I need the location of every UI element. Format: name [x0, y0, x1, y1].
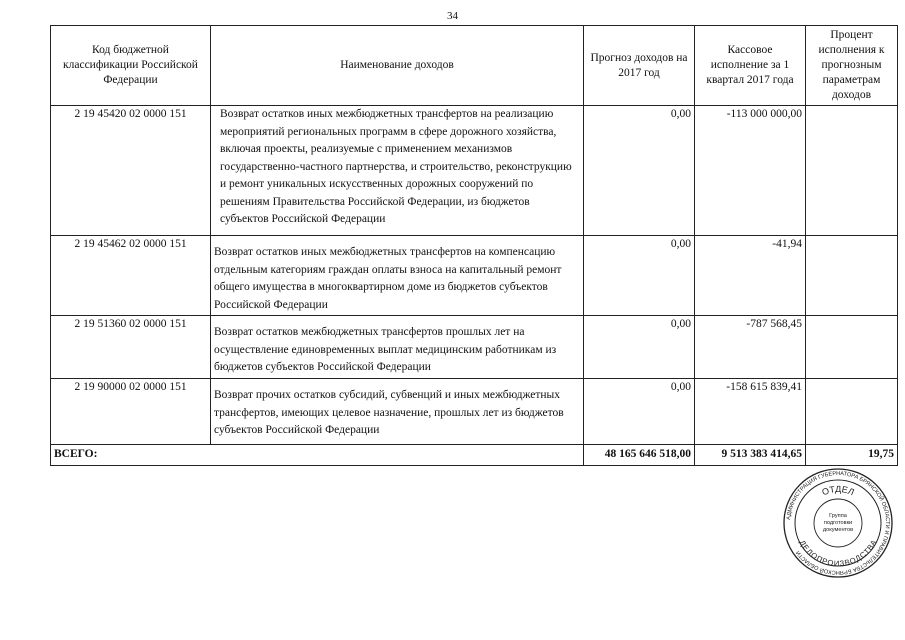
- row-code: 2 19 45420 02 0000 151: [51, 106, 211, 236]
- total-percent: 19,75: [806, 445, 898, 466]
- row-percent: [806, 379, 898, 445]
- stamp-arc-bottom: ДЕЛОПРОИЗВОДСТВА: [797, 538, 879, 569]
- row-forecast: 0,00: [584, 379, 695, 445]
- row-forecast: 0,00: [584, 316, 695, 379]
- stamp-center-line: документов: [822, 527, 854, 533]
- row-cash: -158 615 839,41: [695, 379, 806, 445]
- page-number: 34: [447, 10, 458, 22]
- row-name: [211, 106, 584, 236]
- stamp-ring-text: АДМИНИСТРАЦИЯ ГУБЕРНАТОРА БРЯНСКОЙ ОБЛАСТИ И ПРАВИТЕЛЬСТВА БРЯНСКОЙ ОБЛАСТИ: [786, 470, 891, 576]
- row-cash: -787 568,45: [695, 316, 806, 379]
- table-row: [51, 379, 898, 445]
- row-name-text: Возврат остатков межбюджетных трансфертов прошлых лет на осуществление единовременных выплат медицинским работникам из бюджетов субъектов Российской Федерации: [214, 326, 557, 373]
- row-percent: [806, 316, 898, 379]
- total-cash: 9 513 383 414,65: [695, 445, 806, 466]
- row-forecast: 0,00: [584, 106, 695, 236]
- table-row: [51, 236, 898, 316]
- total-row: [51, 445, 898, 466]
- stamp-center-line: Группа: [829, 513, 847, 519]
- table-row: [51, 106, 898, 236]
- header-code: Код бюджетной классификации Российской Федерации: [51, 26, 211, 106]
- row-code: 2 19 90000 02 0000 151: [51, 379, 211, 445]
- total-label: ВСЕГО:: [51, 445, 584, 466]
- row-cash: -41,94: [695, 236, 806, 316]
- row-code: 2 19 51360 02 0000 151: [51, 316, 211, 379]
- table-header-row: [51, 26, 898, 106]
- stamp-graphic: [782, 467, 894, 579]
- header-percent: Процент исполнения к прогнозным параметрам доходов: [806, 26, 898, 106]
- office-stamp: [782, 467, 894, 579]
- header-forecast: Прогноз доходов на 2017 год: [584, 26, 695, 106]
- total-forecast: 48 165 646 518,00: [584, 445, 695, 466]
- row-name: [211, 316, 584, 379]
- row-name: [211, 236, 584, 316]
- row-name-text: Возврат прочих остатков субсидий, субвенций и иных межбюджетных трансфертов, имеющих целевое назначение, прошлых лет из бюджетов субъектов Российской Федерации: [214, 389, 564, 436]
- row-name: [211, 379, 584, 445]
- stamp-arc-top: ОТДЕЛ: [820, 483, 856, 498]
- table-row: [51, 316, 898, 379]
- revenue-table: [50, 25, 898, 466]
- row-percent: [806, 106, 898, 236]
- row-name-text: Возврат остатков иных межбюджетных трансфертов на компенсацию отдельным категориям граждан оплаты взноса на капитальный ремонт общего имущества в многоквартирном доме из бюджетов субъектов Российской Федерации: [214, 246, 562, 311]
- row-percent: [806, 236, 898, 316]
- row-forecast: 0,00: [584, 236, 695, 316]
- row-name-text: Возврат остатков иных межбюджетных трансфертов на реализацию мероприятий региональных программ в сфере дорожного хозяйства, включая проекты, реализуемые с применением механизмов государственно-частного партнерства, и строительство, реконструкцию и ремонт уникальных искусственных дорожных сооружений по решениям Правительства Российской Федерации, из бюджетов субъектов Российской Федерации: [220, 108, 572, 225]
- stamp-center-line: подготовки: [823, 520, 853, 526]
- header-cash: Кассовое исполнение за 1 квартал 2017 года: [695, 26, 806, 106]
- row-code: 2 19 45462 02 0000 151: [51, 236, 211, 316]
- header-name: Наименование доходов: [211, 26, 584, 106]
- row-cash: -113 000 000,00: [695, 106, 806, 236]
